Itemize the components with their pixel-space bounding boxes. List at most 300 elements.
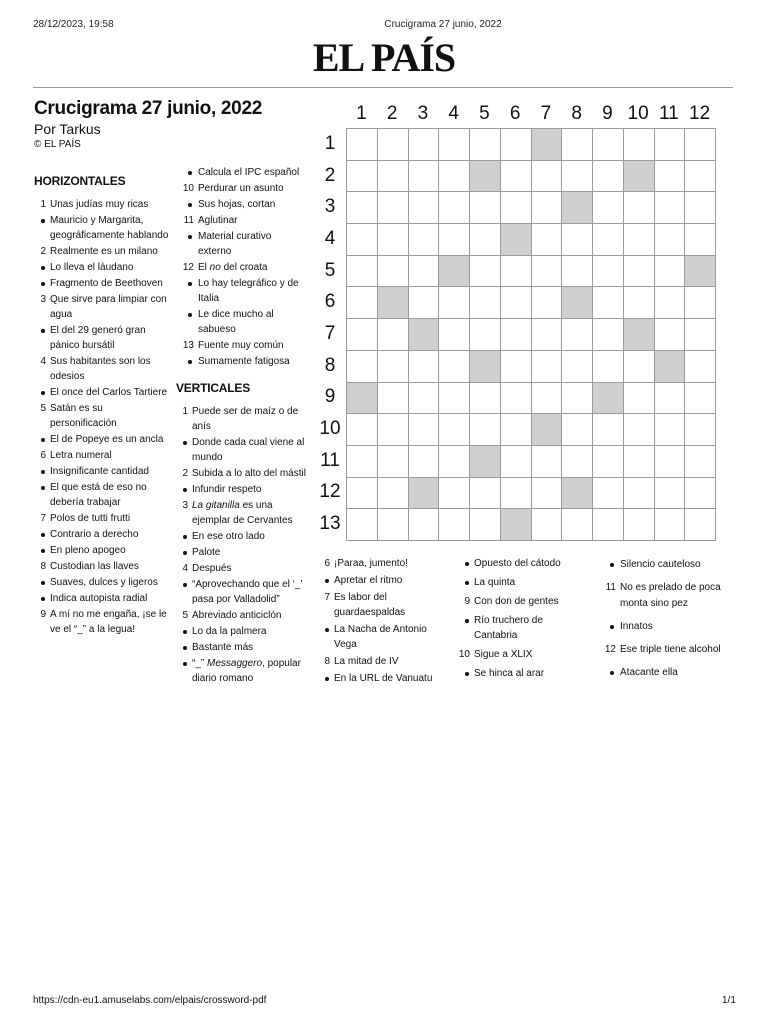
grid-black-cell (469, 445, 501, 478)
clue-text: La quinta (474, 577, 516, 588)
grid-black-cell (408, 318, 440, 351)
clue-text: Fuente muy común (198, 340, 284, 351)
grid-row-label: 2 (324, 164, 336, 186)
grid-black-cell (469, 350, 501, 383)
clue-item (176, 197, 306, 212)
grid-cell (438, 508, 470, 541)
clue-item (598, 665, 728, 681)
grid-cell (531, 477, 563, 510)
grid-column-labels (346, 103, 715, 127)
bullet-icon (465, 619, 469, 623)
clue-item (176, 466, 306, 481)
bullet-icon (465, 581, 469, 585)
grid-cell (408, 508, 440, 541)
clue-number: 7 (40, 513, 46, 524)
grid-cell (377, 128, 409, 161)
grid-cell (438, 413, 470, 446)
grid-column-label: 9 (602, 103, 613, 124)
grid-cell (561, 255, 593, 288)
grid-black-cell (561, 477, 593, 510)
bullet-icon (183, 583, 187, 587)
bullet-icon (41, 266, 45, 270)
grid-black-cell (377, 286, 409, 319)
grid-cell (592, 223, 624, 256)
grid-cell (500, 128, 532, 161)
clue-number: 6 (324, 558, 330, 569)
clue-text: La mitad de IV (334, 656, 399, 667)
grid-cell (469, 128, 501, 161)
clue-text: Con don de gentes (474, 596, 559, 607)
clue-text: Material curativo externo (198, 231, 272, 257)
grid-row-label: 13 (319, 513, 341, 535)
clue-text: Le dice mucho al sabueso (198, 309, 274, 335)
grid-cell (438, 350, 470, 383)
bullet-icon (41, 391, 45, 395)
bullet-icon (465, 562, 469, 566)
clue-item (34, 559, 169, 574)
grid-cell (561, 160, 593, 193)
clue-item (318, 556, 448, 571)
clue-text: Donde cada cual viene al mundo (192, 437, 305, 463)
grid-row-label: 4 (324, 227, 336, 249)
clue-item (176, 354, 306, 369)
grid-cell (623, 508, 655, 541)
grid-cell (623, 286, 655, 319)
bullet-icon (41, 486, 45, 490)
grid-cell (346, 477, 378, 510)
grid-cell (654, 191, 686, 224)
bullet-icon (188, 235, 192, 239)
clue-item (34, 543, 169, 558)
grid-row-label: 12 (319, 481, 341, 503)
grid-column-label: 1 (356, 103, 367, 124)
grid-cell (377, 477, 409, 510)
clue-item (34, 244, 169, 259)
clue-item (176, 561, 306, 576)
grid-cell (531, 445, 563, 478)
clue-text: Es labor del guardaespaldas (334, 592, 406, 618)
grid-cell (438, 286, 470, 319)
grid-cell (654, 508, 686, 541)
grid-cell (377, 318, 409, 351)
grid-cell (500, 350, 532, 383)
clue-item (318, 590, 448, 620)
bullet-icon (41, 597, 45, 601)
clue-text: El que está de eso no debería trabajar (50, 482, 147, 508)
bullet-icon (41, 470, 45, 474)
clue-item (318, 671, 448, 686)
grid-cell (684, 477, 716, 510)
grid-cell (561, 350, 593, 383)
grid-cell (592, 286, 624, 319)
grid-cell (469, 318, 501, 351)
clue-text: Mauricio y Margarita, geográficamente hablando (50, 215, 169, 241)
grid-column-label: 12 (689, 103, 711, 124)
grid-row-label: 9 (324, 386, 336, 408)
grid-cell (469, 255, 501, 288)
clue-text: La gitanilla es una ejemplar de Cervantes (192, 500, 293, 526)
bullet-icon (325, 677, 329, 681)
clue-text: Calcula el IPC español (198, 167, 300, 178)
grid-cell (438, 160, 470, 193)
clue-item (458, 556, 588, 571)
header-divider (33, 87, 733, 88)
verticales-col2 (176, 404, 306, 687)
grid-cell (561, 508, 593, 541)
clue-item (458, 575, 588, 590)
clue-item (176, 577, 306, 607)
clue-number: 5 (40, 403, 46, 414)
clue-text: No es prelado de poca monta sino pez (620, 582, 721, 609)
grid-cell (623, 382, 655, 415)
clue-item (598, 557, 728, 573)
bullet-icon (188, 360, 192, 364)
grid-cell (561, 413, 593, 446)
grid-black-cell (623, 160, 655, 193)
grid-cell (346, 128, 378, 161)
clue-text: Letra numeral (50, 450, 112, 461)
grid-cell (531, 160, 563, 193)
clue-text: Perdurar un asunto (198, 183, 284, 194)
clue-number: 8 (324, 656, 330, 667)
grid-cell (408, 255, 440, 288)
bullet-icon (188, 282, 192, 286)
grid-cell (623, 477, 655, 510)
grid-cell (592, 128, 624, 161)
grid-cell (654, 445, 686, 478)
clue-text: El de Popeye es un ancla (50, 434, 164, 445)
grid-row-label: 1 (324, 132, 336, 154)
grid-cell (438, 445, 470, 478)
verticales-col3 (318, 556, 448, 688)
grid-cell (377, 255, 409, 288)
clue-number: 4 (40, 356, 46, 367)
grid-black-cell (531, 413, 563, 446)
grid-column-label: 5 (479, 103, 490, 124)
clue-text: Unas judías muy ricas (50, 199, 149, 210)
grid-cell (623, 191, 655, 224)
bullet-icon (41, 438, 45, 442)
grid-cell (592, 191, 624, 224)
clue-number: 3 (40, 294, 46, 305)
grid-cell (408, 445, 440, 478)
clue-item (318, 622, 448, 652)
grid-cell (592, 413, 624, 446)
grid-cell (654, 255, 686, 288)
grid-cell (469, 223, 501, 256)
clue-item (34, 432, 169, 447)
bullet-icon (465, 672, 469, 676)
grid-cell (654, 128, 686, 161)
grid-cell (469, 286, 501, 319)
bullet-icon (41, 581, 45, 585)
grid-cell (623, 255, 655, 288)
clue-text: Palote (192, 547, 221, 558)
grid-cell (408, 350, 440, 383)
grid-cell (654, 223, 686, 256)
clue-item (598, 580, 728, 612)
verticales-heading: VERTICALES (176, 381, 251, 395)
grid-cell (684, 223, 716, 256)
clue-text: Abreviado anticiclón (192, 610, 282, 621)
grid-cell (346, 191, 378, 224)
bullet-icon (41, 549, 45, 553)
clue-item (176, 165, 306, 180)
grid-cell (438, 191, 470, 224)
clue-item (598, 619, 728, 635)
clue-item (176, 624, 306, 639)
grid-cell (346, 508, 378, 541)
bullet-icon (183, 646, 187, 650)
clue-item (176, 260, 306, 275)
grid-column-label: 6 (509, 103, 521, 124)
clue-number: 11 (183, 215, 194, 226)
footer-page-number: 1/1 (722, 995, 736, 1006)
grid-column-label: 4 (448, 103, 459, 124)
grid-black-cell (346, 382, 378, 415)
clue-item (34, 480, 169, 510)
grid-cell (377, 413, 409, 446)
grid-column-label: 11 (659, 103, 679, 124)
grid-cell (531, 382, 563, 415)
grid-cell (408, 128, 440, 161)
grid-cell (377, 382, 409, 415)
clue-item (458, 594, 588, 609)
clue-text: Después (192, 563, 232, 574)
grid-cell (561, 223, 593, 256)
clue-number: 8 (40, 561, 46, 572)
grid-column-label: 7 (540, 103, 552, 124)
clue-item (34, 401, 169, 431)
clue-text: Realmente es un milano (50, 246, 158, 257)
grid-row-label: 5 (324, 259, 336, 281)
bullet-icon (188, 203, 192, 207)
clue-item (34, 292, 169, 322)
grid-cell (684, 508, 716, 541)
clue-text: Subida a lo alto del mástil (192, 468, 306, 479)
bullet-icon (183, 630, 187, 634)
grid-cell (500, 382, 532, 415)
grid-black-cell (623, 318, 655, 351)
grid-row-labels (316, 128, 344, 540)
grid-cell (654, 382, 686, 415)
clue-item (318, 573, 448, 588)
puzzle-copyright: © EL PAÍS (34, 139, 81, 150)
clue-number: 10 (458, 649, 470, 660)
grid-cell (469, 477, 501, 510)
clue-item (34, 354, 169, 384)
clue-number: 6 (40, 450, 46, 461)
bullet-icon (183, 535, 187, 539)
clue-item (176, 404, 306, 434)
grid-cell (408, 286, 440, 319)
grid-cell (500, 286, 532, 319)
clue-item (176, 229, 306, 259)
bullet-icon (183, 662, 187, 666)
clue-number: 9 (40, 609, 46, 620)
clue-text: Apretar el ritmo (334, 575, 403, 586)
grid-cell (500, 445, 532, 478)
grid-cell (623, 128, 655, 161)
grid-cell (377, 160, 409, 193)
clue-item (34, 464, 169, 479)
clue-item (34, 323, 169, 353)
clue-item (34, 607, 169, 637)
grid-row-label: 10 (319, 418, 341, 440)
bullet-icon (325, 579, 329, 583)
clue-item (34, 260, 169, 275)
grid-black-cell (592, 382, 624, 415)
clue-text: Contrario a derecho (50, 529, 139, 540)
bullet-icon (610, 563, 614, 567)
clue-text: Puede ser de maíz o de anís (192, 406, 299, 432)
clue-text: Polos de tutti frutti (50, 513, 131, 524)
grid-column-label: 10 (627, 103, 649, 124)
clue-item (176, 435, 306, 465)
clue-item (34, 575, 169, 590)
bullet-icon (41, 219, 45, 223)
clue-text: Río truchero de Cantabria (474, 615, 543, 641)
clue-text: El del 29 generó gran pánico bursátil (50, 325, 146, 351)
grid-cell (469, 413, 501, 446)
grid-cell (531, 191, 563, 224)
clue-number: 12 (182, 262, 194, 273)
grid-cell (377, 191, 409, 224)
clue-text: El once del Carlos Tartiere (50, 387, 168, 398)
clue-item (176, 181, 306, 196)
footer-url: https://cdn-eu1.amuselabs.com/elpais/crossword-pdf (33, 995, 267, 1006)
grid-black-cell (561, 191, 593, 224)
grid-row-label: 7 (324, 323, 336, 344)
puzzle-title: Crucigrama 27 junio, 2022 (34, 98, 262, 119)
grid-cell (592, 350, 624, 383)
grid-cell (531, 508, 563, 541)
bullet-icon (41, 533, 45, 537)
grid-cell (561, 382, 593, 415)
horizontales-col2 (176, 165, 306, 370)
clue-number: 11 (605, 582, 616, 593)
bullet-icon (610, 625, 614, 629)
clue-text: En ese otro lado (192, 531, 265, 542)
grid-cell (438, 223, 470, 256)
grid-row-label: 3 (324, 196, 336, 218)
grid-cell (408, 160, 440, 193)
grid-cell (531, 255, 563, 288)
grid-cell (531, 350, 563, 383)
grid-cell (377, 350, 409, 383)
print-doc-title: Crucigrama 27 junio, 2022 (384, 19, 502, 30)
grid-cell (346, 286, 378, 319)
clue-item (176, 482, 306, 497)
clue-number: 3 (182, 500, 188, 511)
grid-cell (531, 318, 563, 351)
grid-cell (377, 445, 409, 478)
grid-cell (654, 160, 686, 193)
grid-black-cell (684, 255, 716, 288)
clue-item (34, 511, 169, 526)
clue-text: Aglutinar (198, 215, 238, 226)
grid-cell (592, 318, 624, 351)
clue-item (458, 647, 588, 662)
clue-number: 12 (604, 644, 616, 655)
print-datetime: 28/12/2023, 19:58 (33, 19, 114, 30)
grid-cell (438, 128, 470, 161)
clue-text: Satán es su personificación (50, 403, 117, 429)
grid-cell (684, 160, 716, 193)
grid-cell (438, 318, 470, 351)
grid-cell (592, 477, 624, 510)
clue-text: Infundir respeto (192, 484, 262, 495)
clue-text: Se hinca al arar (474, 668, 545, 679)
grid-cell (346, 160, 378, 193)
clue-item (176, 656, 306, 686)
clue-item (176, 529, 306, 544)
clue-item (34, 197, 169, 212)
clue-text: Lo lleva el láudano (50, 262, 134, 273)
clue-text: Que sirve para limpiar con agua (50, 294, 167, 320)
clue-text: Insignificante cantidad (50, 466, 149, 477)
grid-cell (654, 318, 686, 351)
bullet-icon (183, 488, 187, 492)
clue-item (458, 666, 588, 681)
grid-cell (346, 255, 378, 288)
clue-text: Indica autopista radial (50, 593, 148, 604)
clue-number: 5 (182, 610, 188, 621)
clue-number: 9 (464, 596, 470, 607)
clue-item (598, 642, 728, 658)
grid-black-cell (438, 255, 470, 288)
grid-cell (500, 318, 532, 351)
clue-item (176, 498, 306, 528)
grid-black-cell (561, 286, 593, 319)
grid-cell (346, 318, 378, 351)
clue-item (34, 448, 169, 463)
clue-text: “Aprovechando que el ‘_’ pasa por Valladolid” (192, 579, 303, 605)
clue-item (176, 545, 306, 560)
clue-text: La Nacha de Antonio Vega (334, 624, 427, 650)
grid-black-cell (654, 350, 686, 383)
grid-cell (623, 413, 655, 446)
grid-row-label: 11 (320, 449, 340, 471)
grid-cell (654, 413, 686, 446)
grid-column-label: 2 (386, 103, 398, 124)
clue-item (318, 654, 448, 669)
clue-item (34, 276, 169, 291)
grid-cell (684, 128, 716, 161)
clue-item (458, 613, 588, 643)
grid-cell (500, 255, 532, 288)
horizontales-col1 (34, 197, 169, 638)
clue-number: 2 (40, 246, 46, 257)
clue-item (176, 338, 306, 353)
grid-cell (654, 477, 686, 510)
clue-text: Sus hojas, cortan (198, 199, 276, 210)
clue-item (176, 640, 306, 655)
clue-text: Sus habitantes son los odesios (50, 356, 151, 382)
clue-text: Fragmento de Beethoven (50, 278, 163, 289)
grid-cell (623, 445, 655, 478)
grid-cell (438, 382, 470, 415)
clue-number: 1 (40, 199, 46, 210)
bullet-icon (325, 628, 329, 632)
bullet-icon (188, 313, 192, 317)
clue-text: El no del croata (198, 262, 268, 273)
grid-cell (684, 350, 716, 383)
el-pais-logo: EL PAÍS (312, 35, 456, 80)
clue-text: ¡Paraa, jumento! (334, 558, 408, 569)
grid-cell (500, 413, 532, 446)
clue-text: Bastante más (192, 642, 254, 653)
